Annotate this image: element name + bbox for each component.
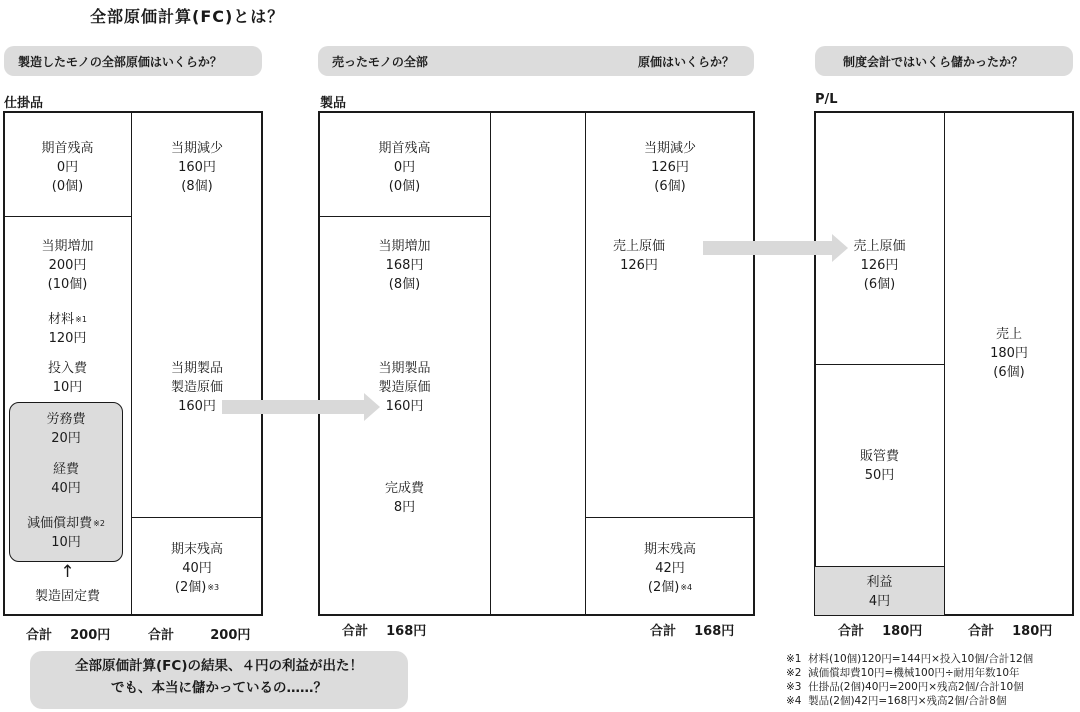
wip-total-left-value: 200円 xyxy=(70,628,111,643)
footnote-mark: ※4 xyxy=(786,695,802,707)
wip-labor-amount: 20円 xyxy=(51,431,81,446)
footnote xyxy=(786,694,1078,708)
footnote-text: 減価償却費10円=機械100円÷耐用年数10年 xyxy=(808,667,1020,679)
wip-manufactured-line2: 製造原価 xyxy=(170,380,223,395)
product-total-left-label: 合計 xyxy=(342,624,369,639)
product-total-right-value: 168円 xyxy=(694,624,735,639)
product-closing-note: ※4 xyxy=(680,583,693,592)
footnotes xyxy=(786,652,1078,708)
wip-question-text: 製造したモノの全部原価はいくらか？ xyxy=(18,54,222,69)
footnote xyxy=(786,652,1078,666)
wip-closing-note: ※3 xyxy=(207,583,220,592)
pl-sga-amount: 50円 xyxy=(864,468,895,483)
wip-expense-amount: 40円 xyxy=(51,481,81,496)
wip-material-label-text: 材料 xyxy=(48,312,75,327)
pl-total-left-value: 180円 xyxy=(882,624,923,639)
wip-opening-units: (0個) xyxy=(51,179,84,194)
wip-increase-label: 当期増加 xyxy=(41,239,94,254)
pl-cogs-units: (6個) xyxy=(863,277,896,292)
product-decrease-label: 当期減少 xyxy=(643,141,696,156)
up-arrow-icon: ↑ xyxy=(60,562,75,582)
wip-material-note: ※1 xyxy=(75,315,87,324)
wip-manufactured-amount: 160円 xyxy=(178,399,216,414)
wip-opening-label: 期首残高 xyxy=(41,141,94,156)
product-manufactured-line2: 製造原価 xyxy=(378,380,431,395)
pl-profit-label: 利益 xyxy=(866,575,893,590)
pl-question-text: 制度会計ではいくら儲かったか？ xyxy=(843,54,1024,69)
product-cogs-label: 売上原価 xyxy=(612,239,665,254)
product-closing-label: 期末残高 xyxy=(643,542,696,557)
wip-expense-label: 経費 xyxy=(52,462,79,477)
conclusion-bubble xyxy=(30,651,408,709)
product-decrease-amount: 126円 xyxy=(651,160,689,175)
section-pl: P/L xyxy=(815,92,838,107)
wip-labor-label: 労務費 xyxy=(46,412,86,427)
page-title: 全部原価計算(FC)とは？ xyxy=(90,7,285,26)
pl-sales-amount: 180円 xyxy=(990,346,1028,361)
wip-input-cost-label: 投入費 xyxy=(47,361,87,376)
wip-total-left-label: 合計 xyxy=(26,628,53,643)
arrow-wip-to-product xyxy=(222,393,380,421)
wip-total-right-value: 200円 xyxy=(210,628,251,643)
wip-closing-amount: 40円 xyxy=(182,561,212,576)
wip-depreciation-note: ※2 xyxy=(93,519,105,528)
footnote xyxy=(786,666,1078,680)
arrow-product-to-pl xyxy=(703,234,848,262)
product-decrease-units: (6個) xyxy=(654,179,686,194)
product-total-left-value: 168円 xyxy=(386,624,427,639)
product-manufactured-line1: 当期製品 xyxy=(378,361,431,376)
section-wip: 仕掛品 xyxy=(4,96,44,111)
footnote-text: 仕掛品(2個)40円=200円×残高2個/合計10個 xyxy=(808,681,1024,693)
pl-cogs-amount: 126円 xyxy=(860,258,899,273)
section-product: 製品 xyxy=(320,96,347,111)
wip-increase-amount: 200円 xyxy=(48,258,87,273)
product-total-right-label: 合計 xyxy=(650,624,677,639)
product-completion-label: 完成費 xyxy=(384,481,424,496)
product-cogs-amount: 126円 xyxy=(620,258,658,273)
product-opening-units: (0個) xyxy=(388,179,421,194)
footnote-mark: ※2 xyxy=(786,667,802,679)
pl-profit-amount: 4円 xyxy=(868,594,891,609)
product-manufactured-amount: 160円 xyxy=(385,399,424,414)
product-closing-units-text: (2個) xyxy=(647,580,680,595)
product-opening-amount: 0円 xyxy=(393,160,416,175)
wip-depreciation-amount: 10円 xyxy=(51,535,81,550)
product-completion-amount: 8円 xyxy=(393,500,416,515)
product-question-right: 原価はいくらか？ xyxy=(637,54,734,69)
pl-total-right-value: 180円 xyxy=(1012,624,1053,639)
wip-increase-units: (10個) xyxy=(47,277,88,292)
wip-total-right-label: 合計 xyxy=(148,628,175,643)
wip-opening-amount: 0円 xyxy=(56,160,79,175)
pl-total-right-label: 合計 xyxy=(968,624,995,639)
pl-total-left-label: 合計 xyxy=(838,624,865,639)
pl-cogs-label: 売上原価 xyxy=(853,239,906,254)
wip-decrease-amount: 160円 xyxy=(178,160,216,175)
wip-decrease-label: 当期減少 xyxy=(170,141,223,156)
product-closing-amount: 42円 xyxy=(655,561,685,576)
wip-closing-units-text: (2個) xyxy=(174,580,207,595)
conclusion-line1: 全部原価計算(FC)の結果、４円の利益が出た！ xyxy=(75,658,363,674)
wip-fixed-label: 製造固定費 xyxy=(34,589,100,604)
pl-sales-units: (6個) xyxy=(993,365,1025,380)
product-increase-label: 当期増加 xyxy=(378,239,431,254)
footnote-mark: ※1 xyxy=(786,653,802,665)
pl-sales-label: 売上 xyxy=(995,327,1022,342)
footnote-text: 製品(2個)42円=168円×残高2個/合計8個 xyxy=(808,695,1007,707)
product-question-left: 売ったモノの全部 xyxy=(332,54,428,69)
wip-manufactured-line1: 当期製品 xyxy=(170,361,223,376)
wip-depreciation-label-text: 減価償却費 xyxy=(27,516,93,531)
product-increase-amount: 168円 xyxy=(385,258,424,273)
product-increase-units: (8個) xyxy=(388,277,421,292)
wip-material-amount: 120円 xyxy=(48,331,87,346)
conclusion-line2: でも、本当に儲かっているの……？ xyxy=(111,680,327,696)
footnote-text: 材料(10個)120円=144円×投入10個/合計12個 xyxy=(808,653,1034,665)
footnote xyxy=(786,680,1078,694)
footnote-mark: ※3 xyxy=(786,681,802,693)
wip-input-cost-amount: 10円 xyxy=(52,380,83,395)
wip-closing-label: 期末残高 xyxy=(170,542,223,557)
product-opening-label: 期首残高 xyxy=(378,141,431,156)
wip-decrease-units: (8個) xyxy=(181,179,213,194)
pl-sga-label: 販管費 xyxy=(859,449,899,464)
